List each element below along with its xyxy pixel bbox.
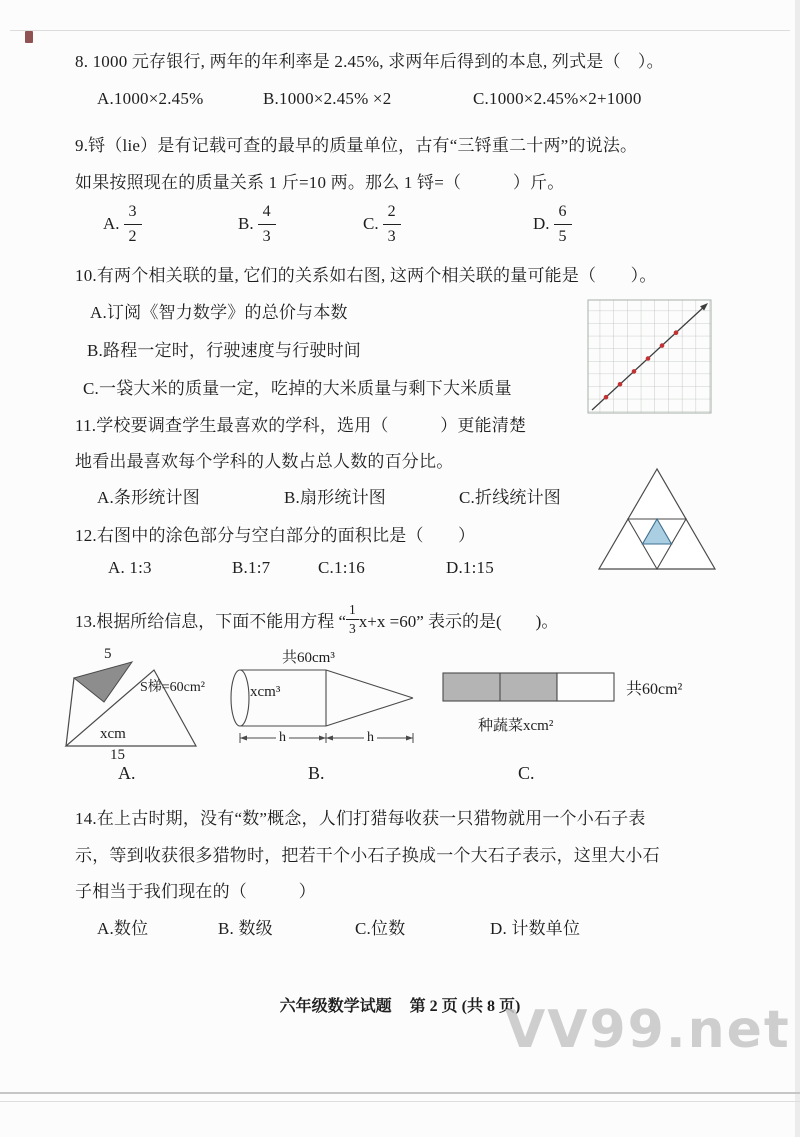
figure-a-area-label: S梯=60cm² <box>140 680 205 695</box>
q11-option-b: B.扇形统计图 <box>284 488 386 507</box>
figure-a-base-label: 15 <box>110 747 125 763</box>
watermark: VV99.net <box>505 1000 791 1060</box>
scan-right-edge <box>795 0 800 1137</box>
q8-option-b: B.1000×2.45% ×2 <box>263 89 392 108</box>
q12-text: 12.右图中的涂色部分与空白部分的面积比是（ ） <box>75 526 476 545</box>
q14-option-d: D. 计数单位 <box>490 919 581 938</box>
figure-a-top-label: 5 <box>104 646 112 662</box>
footer-page-number: 第 2 页 (共 8 页) <box>409 998 521 1015</box>
q14-option-a: A.数位 <box>97 919 149 938</box>
q9-text-line1: 9.锊（lie）是有记载可查的最早的质量单位，古有“三锊重二十两”的说法。 <box>75 136 638 155</box>
q10-option-a: A.订阅《智力数学》的总价与本数 <box>90 303 348 322</box>
q14-option-c: C.位数 <box>355 919 406 938</box>
q10-option-b: B.路程一定时，行驶速度与行驶时间 <box>87 341 361 360</box>
q14-text-line1: 14.在上古时期，没有“数”概念，人们打猎每收获一只猎物就用一个小石子表 <box>75 809 646 828</box>
footer-title: 六年级数学试题 <box>279 998 392 1015</box>
q13-figure-a-caption: A. <box>118 763 136 783</box>
q9-option-c-fraction: $\frac{2}{3}$ <box>383 204 401 245</box>
q9-option-b <box>238 198 276 250</box>
q12-option-b: B.1:7 <box>232 558 271 577</box>
figure-b-height-right-label: h <box>364 730 377 746</box>
q8-option-c: C.1000×2.45%×2+1000 <box>473 89 642 108</box>
q9-option-b-label: B. <box>238 214 254 233</box>
q9-option-d <box>533 198 572 250</box>
q8-text: 8. 1000 元存银行, 两年的年利率是 2.45%, 求两年后得到的本息, 列式是（ ）。 <box>75 52 664 71</box>
q9-option-a-label: A. <box>103 214 120 233</box>
scan-bottom-edge-line-2 <box>0 1101 800 1102</box>
q13-prefix: 13.根据所给信息，下面不能用方程 “ <box>75 611 347 631</box>
q9-option-d-fraction: $\frac{6}{5}$ <box>554 204 572 245</box>
q9-option-d-label: D. <box>533 214 550 233</box>
q10-proportional-graph-figure <box>586 298 714 416</box>
q12-triangle-figure <box>596 466 718 572</box>
scan-artifact-mark <box>25 31 33 43</box>
figure-a-drawing <box>62 658 212 754</box>
q13-equation-fraction: $\frac{1}{3}$ <box>346 603 359 635</box>
scan-bottom-edge-line-1 <box>0 1092 800 1094</box>
figure-c-veg-label: 种蔬菜xcm² <box>478 718 554 734</box>
q9-option-c-label: C. <box>363 214 379 233</box>
q11-text-line2: 地看出最喜欢每个学科的人数占总人数的百分比。 <box>75 452 454 471</box>
q13-figure-b-caption: B. <box>308 763 325 783</box>
q8-option-a: A.1000×2.45% <box>97 89 204 108</box>
q13-figure-b <box>226 646 424 746</box>
figure-b-total-label: 共60cm³ <box>282 650 335 666</box>
figure-c-drawing <box>442 672 622 706</box>
q13-text <box>75 596 558 642</box>
q12-option-d: D.1:15 <box>446 558 494 577</box>
q9-text-line2: 如果按照现在的质量关系 1 斤=10 两。那么 1 锊=（ ）斤。 <box>75 173 565 192</box>
q13-figure-c-caption: C. <box>518 763 535 783</box>
shaded-triangle-figure <box>596 466 718 572</box>
q11-text-line1: 11.学校要调查学生最喜欢的学科，选用（ ）更能清楚 <box>75 416 527 435</box>
q9-option-a <box>103 198 142 250</box>
q9-option-a-fraction: $\frac{3}{2}$ <box>124 204 142 245</box>
grid-line-graph <box>586 298 714 416</box>
q10-text: 10.有两个相关联的量, 它们的关系如右图, 这两个相关联的量可能是（ ）。 <box>75 266 657 285</box>
q12-option-c: C.1:16 <box>318 558 366 577</box>
figure-b-drawing <box>226 662 424 744</box>
figure-c-total-label: 共60cm² <box>626 681 683 698</box>
figure-b-volume-label: xcm³ <box>250 684 281 700</box>
q14-text-line2: 示，等到收获很多猎物时，把若干个小石子换成一个大石子表示，这里大小石 <box>75 846 660 865</box>
q13-figure-c <box>442 664 692 746</box>
q9-option-c <box>363 198 401 250</box>
q14-option-b: B. 数级 <box>218 919 273 938</box>
q14-text-line3: 子相当于我们现在的（ ） <box>75 882 316 901</box>
q11-option-c: C.折线统计图 <box>459 488 561 507</box>
q11-option-a: A.条形统计图 <box>97 488 200 507</box>
figure-a-side-label: xcm <box>100 726 126 742</box>
scan-top-edge-line <box>10 30 790 31</box>
figure-b-height-left-label: h <box>276 730 289 746</box>
q9-option-b-fraction: $\frac{4}{3}$ <box>258 204 276 245</box>
q10-option-c: C.一袋大米的质量一定，吃掉的大米质量与剩下大米质量 <box>83 379 512 398</box>
q12-option-a: A. 1:3 <box>108 558 152 577</box>
q13-suffix: x+x =60” 表示的是( )。 <box>358 611 559 631</box>
q13-figure-a <box>62 646 212 764</box>
